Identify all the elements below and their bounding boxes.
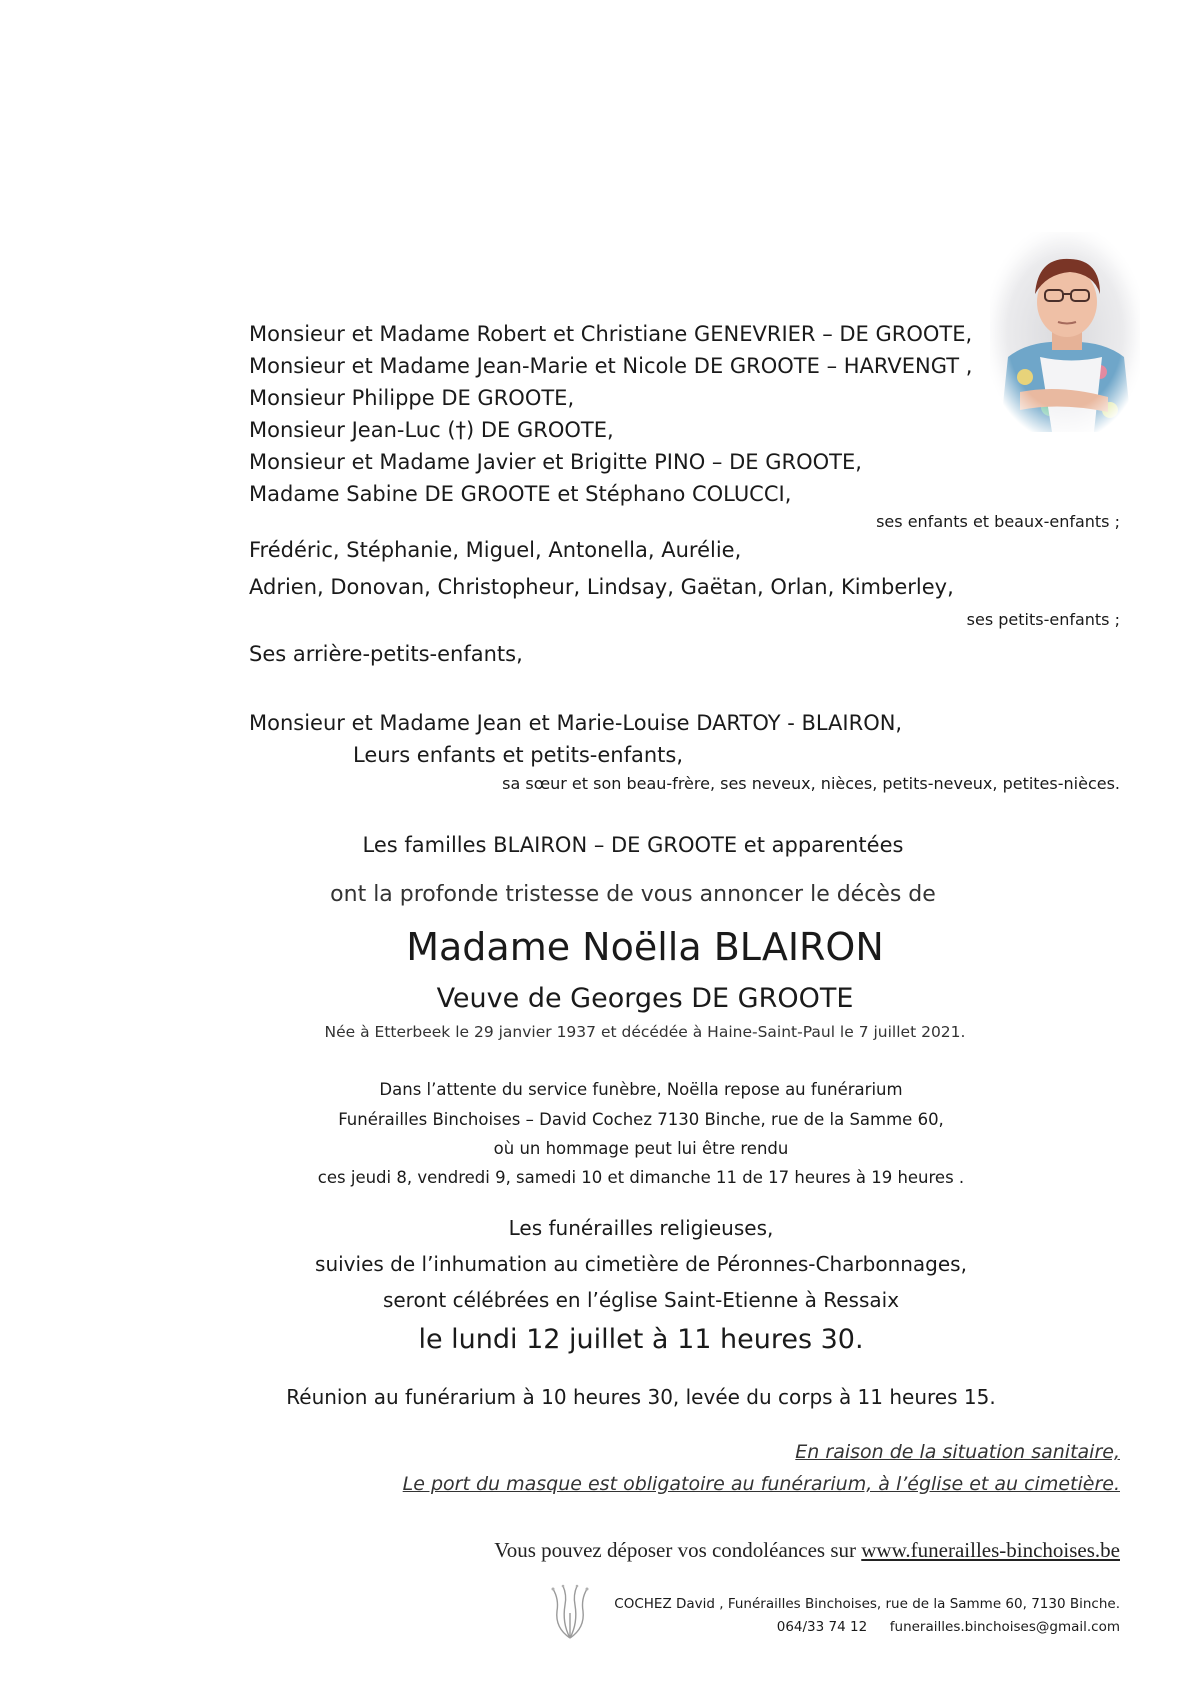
condolences-line <box>494 1538 1120 1563</box>
sanitary-line-1: En raison de la situation sanitaire, <box>795 1441 1120 1463</box>
funeral-line: seront célébrées en l’église Saint-Etienne à Ressaix <box>382 1288 900 1312</box>
deceased-name: Madame Noëlla BLAIRON <box>406 925 884 969</box>
sibling-line: Monsieur et Madame Jean et Marie-Louise DARTOY - BLAIRON, <box>249 711 903 735</box>
condolences-link[interactable]: www.funerailles-binchoises.be <box>861 1538 1120 1562</box>
footer-address: COCHEZ David , Funérailles Binchoises, rue de la Samme 60, 7130 Binche. <box>614 1596 1120 1612</box>
visitation-line: où un hommage peut lui être rendu <box>493 1139 789 1158</box>
widow-of: Veuve de Georges DE GROOTE <box>436 983 854 1014</box>
funeral-line: Les funérailles religieuses, <box>508 1216 774 1240</box>
grandchildren-line: Adrien, Donovan, Christopheur, Lindsay, Gaëtan, Orlan, Kimberley, <box>249 575 954 599</box>
visitation-line: Dans l’attente du service funèbre, Noëlla repose au funérarium <box>379 1080 903 1099</box>
visitation-line: ces jeudi 8, vendredi 9, samedi 10 et dimanche 11 de 17 heures à 19 heures . <box>317 1168 965 1187</box>
footer-phone: 064/33 74 12 <box>776 1619 868 1635</box>
footer-email[interactable]: funerailles.binchoises@gmail.com <box>889 1619 1120 1635</box>
footer-contact <box>777 1616 1120 1639</box>
family-line: Monsieur Philippe DE GROOTE, <box>249 386 575 410</box>
sanitary-line-2: Le port du masque est obligatoire au funérarium, à l’église et au cimetière. <box>402 1473 1120 1495</box>
family-line: Monsieur et Madame Javier et Brigitte PINO – DE GROOTE, <box>249 450 862 474</box>
visitation-line: Funérailles Binchoises – David Cochez 7130 Binche, rue de la Samme 60, <box>338 1110 944 1129</box>
sibling-children: Leurs enfants et petits-enfants, <box>353 743 684 767</box>
funeral-logo-icon <box>545 1583 595 1643</box>
families-line: Les familles BLAIRON – DE GROOTE et apparentées <box>362 833 904 857</box>
family-line: Monsieur et Madame Robert et Christiane GENEVRIER – DE GROOTE, <box>249 322 973 346</box>
sibling-note: sa sœur et son beau-frère, ses neveux, nièces, petits-neveux, petites-nièces. <box>502 774 1120 793</box>
funeral-line: suivies de l’inhumation au cimetière de Péronnes-Charbonnages, <box>315 1252 967 1276</box>
family-line: Monsieur Jean-Luc (†) DE GROOTE, <box>249 418 614 442</box>
grandchildren-note: ses petits-enfants ; <box>966 610 1120 629</box>
children-note: ses enfants et beaux-enfants ; <box>876 512 1120 531</box>
announcement-intro: ont la profonde tristesse de vous annoncer le décès de <box>330 882 936 907</box>
family-line: Madame Sabine DE GROOTE et Stéphano COLUCCI, <box>249 482 792 506</box>
condolences-text: Vous pouvez déposer vos condoléances sur <box>494 1538 857 1562</box>
great-grandchildren: Ses arrière-petits-enfants, <box>249 642 523 666</box>
portrait-photo <box>990 232 1140 432</box>
birth-death-line: Née à Etterbeek le 29 janvier 1937 et décédée à Haine-Saint-Paul le 7 juillet 2021. <box>324 1023 966 1041</box>
family-line: Monsieur et Madame Jean-Marie et Nicole DE GROOTE – HARVENGT , <box>249 354 973 378</box>
grandchildren-line: Frédéric, Stéphanie, Miguel, Antonella, Aurélie, <box>249 538 742 562</box>
meeting-line: Réunion au funérarium à 10 heures 30, levée du corps à 11 heures 15. <box>286 1385 996 1409</box>
funeral-date: le lundi 12 juillet à 11 heures 30. <box>418 1324 864 1355</box>
